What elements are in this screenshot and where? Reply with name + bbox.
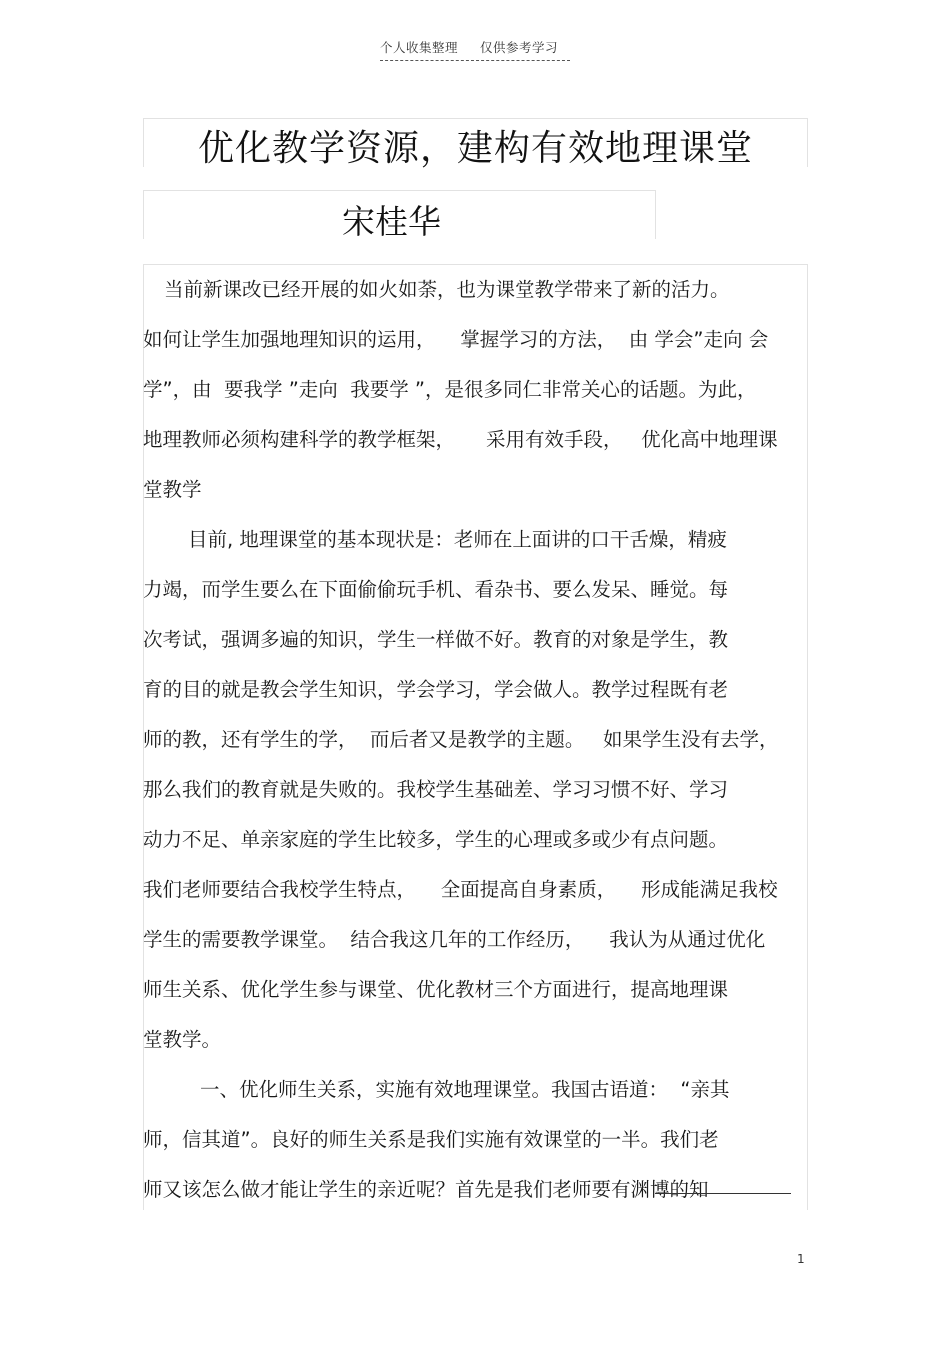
page-number: 1 [797,1252,805,1266]
body-line: 动力不足、单亲家庭的学生比较多，学生的心理或多或少有点问题。 [143,828,729,851]
body-line: 我们老师要结合我校学生特点， 全面提高自身素质， 形成能满足我校 [143,878,778,901]
body-line: 师又该怎么做才能让学生的亲近呢？首先是我们老师要有渊博的知 [143,1178,709,1201]
body-line: 如何让学生加强地理知识的运用， 掌握学习的方法， 由 学会”走向 会 [143,328,769,351]
underline-mark [655,1193,791,1194]
body-line: 当前新课改已经开展的如火如荼，也为课堂教学带来了新的活力。 [164,278,730,301]
body-line: 师的教，还有学生的学， 而后者又是教学的主题。 如果学生没有去学， [143,728,779,751]
body-line: 学”，由 要我学 ”走向 我要学 ”，是很多同仁非常关心的话题。为此， [143,378,757,401]
body-line: 一、优化师生关系，实施有效地理课堂。我国古语道： “亲其 [200,1078,730,1101]
document-title: 优化教学资源，建构有效地理课堂 [198,128,754,169]
header-left-text: 个人收集整理 [380,40,459,55]
body-line: 地理教师必须构建科学的教学框架， 采用有效手段， 优化高中地理课 [143,428,778,451]
body-line: 目前, 地理课堂的基本现状是：老师在上面讲的口干舌燥，精疲 [188,528,727,551]
body-line: 力竭，而学生要么在下面偷偷玩手机、看杂书、要么发呆、睡觉。每 [143,578,729,601]
body-line: 育的目的就是教会学生知识，学会学习，学会做人。教学过程既有老 [143,678,729,701]
body-line: 师生关系、优化学生参与课堂、优化教材三个方面进行，提高地理课 [143,978,729,1001]
header-right-text: 仅供参考学习 [480,40,559,55]
body-line: 那么我们的教育就是失败的。我校学生基础差、学习习惯不好、学习 [143,778,729,801]
document-author: 宋桂华 [342,202,441,241]
body-line: 次考试，强调多遍的知识，学生一样做不好。教育的对象是学生，教 [143,628,729,651]
page-header [380,38,570,61]
body-line: 学生的需要教学课堂。 结合我这几年的工作经历， 我认为从通过优化 [143,928,766,951]
body-line: 堂教学。 [143,1028,222,1051]
body-line: 堂教学 [143,478,202,501]
body-line: 师，信其道”。良好的师生关系是我们实施有效课堂的一半。我们老 [143,1128,719,1151]
